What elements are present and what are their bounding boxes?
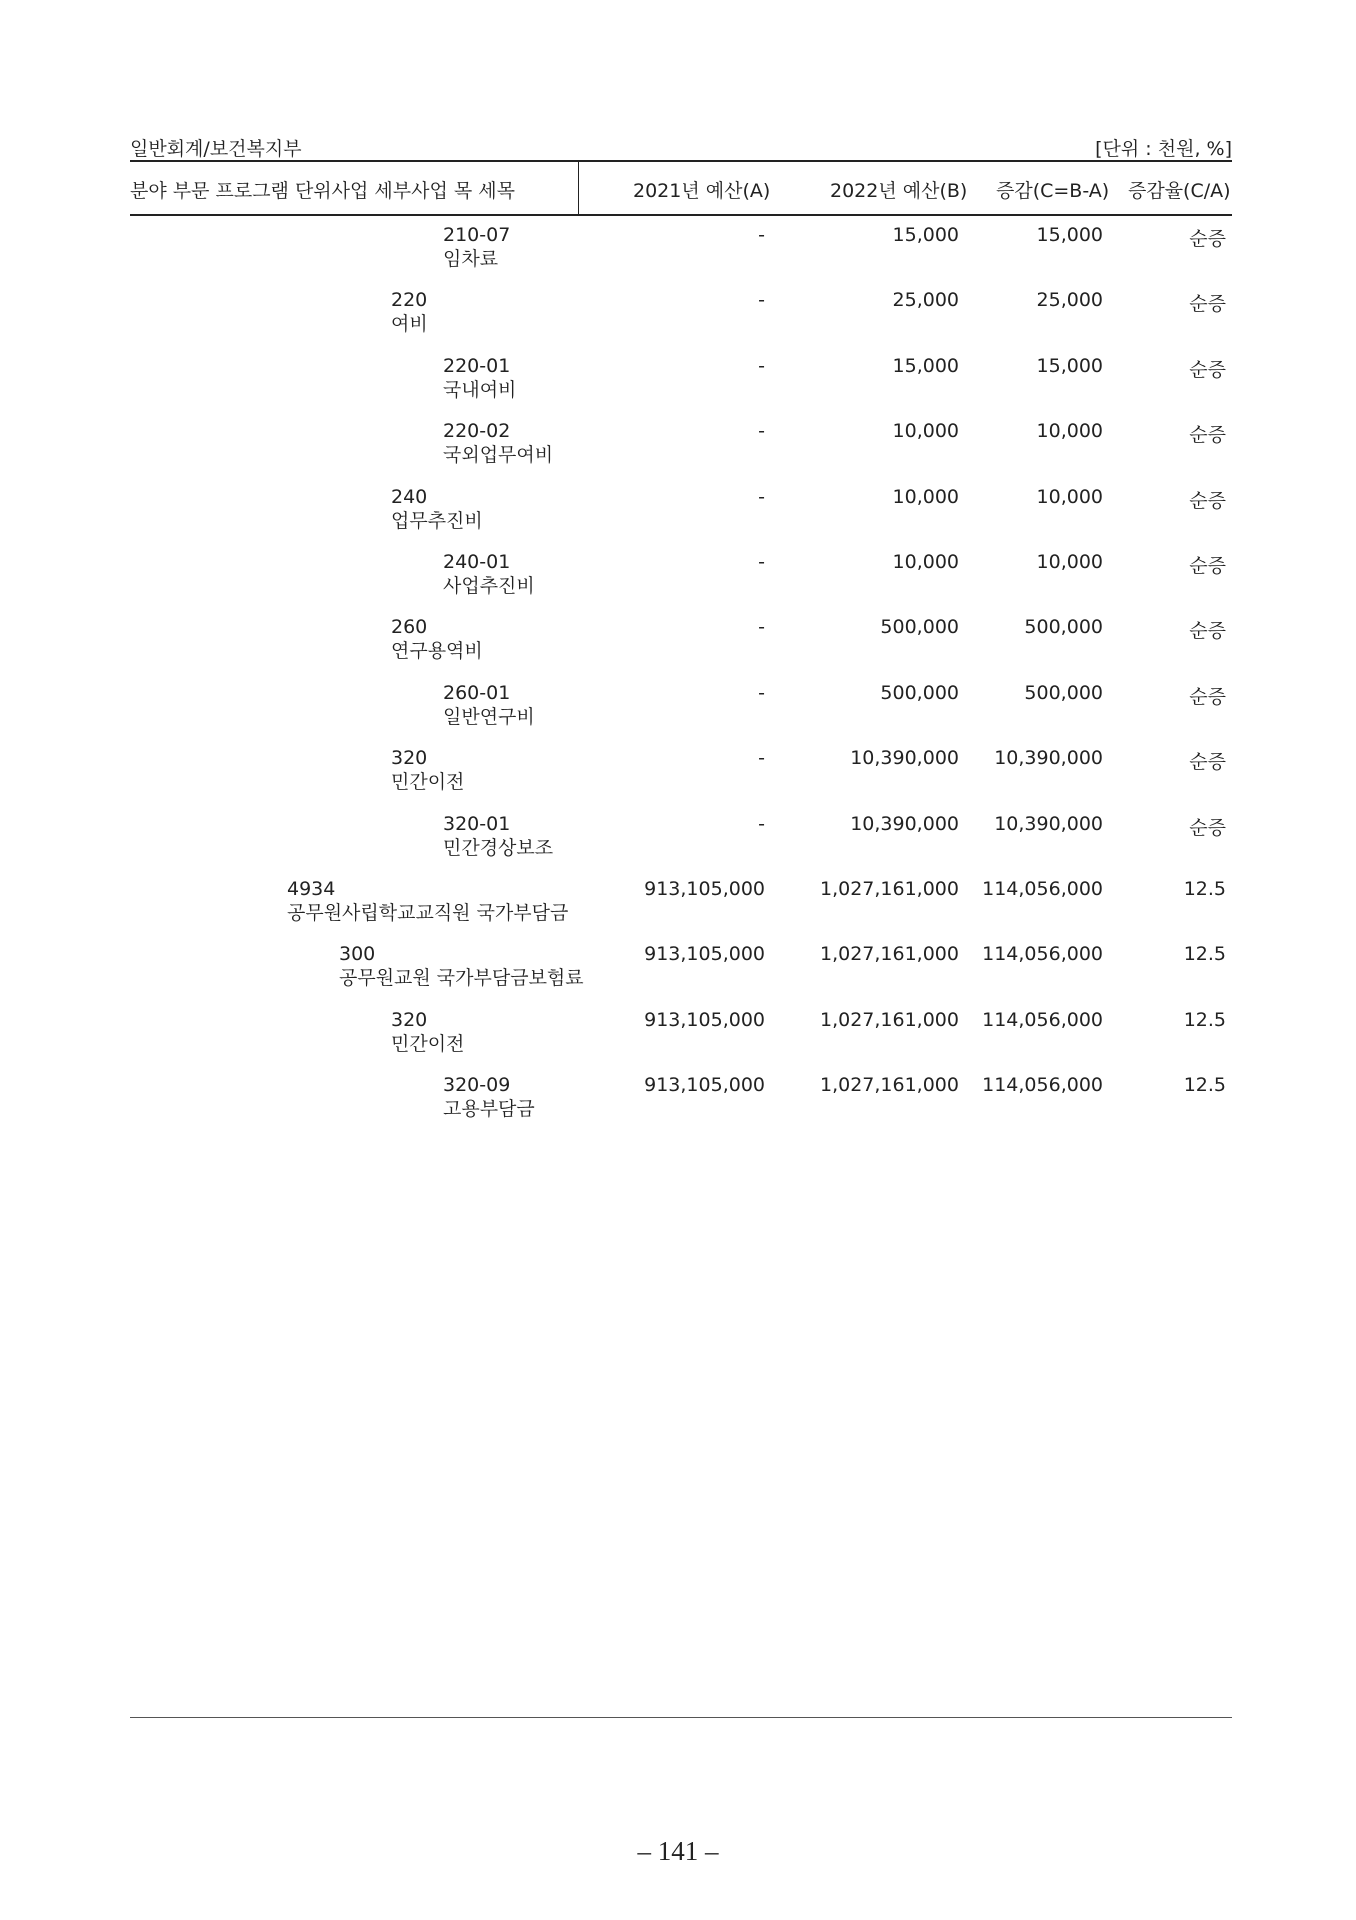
item-name: 임차료 bbox=[443, 248, 499, 270]
budget-2021-value: - bbox=[758, 616, 765, 638]
budget-2021-value: - bbox=[758, 420, 765, 442]
item-code: 240 bbox=[391, 486, 428, 508]
budget-2022-value: 25,000 bbox=[892, 289, 959, 311]
item-name: 공무원사립학교교직원 국가부담금 bbox=[287, 902, 569, 924]
item-code: 220 bbox=[391, 289, 428, 311]
budget-2021-value: 913,105,000 bbox=[644, 1074, 765, 1096]
column-header-change: 증감(C=B-A) bbox=[996, 180, 1110, 202]
change-rate-value: 12.5 bbox=[1183, 1074, 1226, 1096]
change-rate-value: 순증 bbox=[1189, 751, 1226, 773]
item-name: 연구용역비 bbox=[391, 640, 483, 662]
change-value: 114,056,000 bbox=[982, 1074, 1103, 1096]
item-code: 210-07 bbox=[443, 224, 511, 246]
account-title: 일반회계/보건복지부 bbox=[130, 138, 302, 160]
item-code: 320 bbox=[391, 1009, 428, 1031]
budget-2021-value: - bbox=[758, 813, 765, 835]
column-header-hierarchy: 분야 부문 프로그램 단위사업 세부사업 목 세목 bbox=[130, 180, 515, 202]
item-code: 220-02 bbox=[443, 420, 511, 442]
budget-2021-value: - bbox=[758, 486, 765, 508]
item-code: 260-01 bbox=[443, 682, 511, 704]
column-header-budget-2021: 2021년 예산(A) bbox=[633, 180, 771, 202]
change-rate-value: 순증 bbox=[1189, 555, 1226, 577]
column-header-budget-2022: 2022년 예산(B) bbox=[830, 180, 968, 202]
footer-rule bbox=[130, 1717, 1232, 1718]
item-name: 민간경상보조 bbox=[443, 837, 554, 859]
change-value: 114,056,000 bbox=[982, 878, 1103, 900]
table-header-rule bbox=[130, 214, 1232, 216]
change-rate-value: 순증 bbox=[1189, 620, 1226, 642]
budget-2021-value: 913,105,000 bbox=[644, 943, 765, 965]
budget-2022-value: 10,000 bbox=[892, 551, 959, 573]
item-name: 업무추진비 bbox=[391, 510, 483, 532]
page-number: – 141 – bbox=[637, 1836, 719, 1866]
column-header-change-rate: 증감율(C/A) bbox=[1128, 180, 1231, 202]
change-rate-value: 순증 bbox=[1189, 293, 1226, 315]
budget-2021-value: - bbox=[758, 289, 765, 311]
table-row bbox=[0, 355, 1356, 417]
change-value: 15,000 bbox=[1036, 224, 1103, 246]
budget-2022-value: 15,000 bbox=[892, 224, 959, 246]
change-rate-value: 12.5 bbox=[1183, 1009, 1226, 1031]
change-value: 10,000 bbox=[1036, 420, 1103, 442]
item-code: 4934 bbox=[287, 878, 336, 900]
item-name: 고용부담금 bbox=[443, 1098, 535, 1120]
table-row bbox=[0, 1074, 1356, 1136]
table-row bbox=[0, 682, 1356, 744]
budget-2022-value: 1,027,161,000 bbox=[819, 878, 959, 900]
table-row bbox=[0, 616, 1356, 678]
budget-2022-value: 1,027,161,000 bbox=[819, 1074, 959, 1096]
item-name: 공무원교원 국가부담금보험료 bbox=[339, 967, 584, 989]
item-name: 국내여비 bbox=[443, 379, 517, 401]
change-rate-value: 순증 bbox=[1189, 359, 1226, 381]
item-code: 240-01 bbox=[443, 551, 511, 573]
table-row bbox=[0, 1009, 1356, 1071]
budget-2021-value: - bbox=[758, 224, 765, 246]
item-code: 320-01 bbox=[443, 813, 511, 835]
item-code: 260 bbox=[391, 616, 428, 638]
budget-2022-value: 1,027,161,000 bbox=[819, 943, 959, 965]
change-value: 114,056,000 bbox=[982, 943, 1103, 965]
change-value: 500,000 bbox=[1024, 616, 1103, 638]
item-code: 320-09 bbox=[443, 1074, 511, 1096]
budget-2022-value: 10,000 bbox=[892, 420, 959, 442]
item-code: 220-01 bbox=[443, 355, 511, 377]
budget-2022-value: 500,000 bbox=[880, 682, 959, 704]
change-value: 10,000 bbox=[1036, 551, 1103, 573]
budget-2022-value: 10,000 bbox=[892, 486, 959, 508]
table-row bbox=[0, 943, 1356, 1005]
budget-2021-value: - bbox=[758, 355, 765, 377]
table-row bbox=[0, 551, 1356, 613]
budget-2022-value: 1,027,161,000 bbox=[819, 1009, 959, 1031]
item-name: 여비 bbox=[391, 313, 428, 335]
change-rate-value: 순증 bbox=[1189, 817, 1226, 839]
item-code: 320 bbox=[391, 747, 428, 769]
table-row bbox=[0, 289, 1356, 351]
change-rate-value: 12.5 bbox=[1183, 878, 1226, 900]
change-rate-value: 순증 bbox=[1189, 424, 1226, 446]
change-rate-value: 순증 bbox=[1189, 228, 1226, 250]
change-value: 10,000 bbox=[1036, 486, 1103, 508]
item-name: 사업추진비 bbox=[443, 575, 535, 597]
item-name: 국외업무여비 bbox=[443, 444, 554, 466]
budget-2022-value: 10,390,000 bbox=[850, 813, 959, 835]
change-rate-value: 순증 bbox=[1189, 686, 1226, 708]
change-value: 114,056,000 bbox=[982, 1009, 1103, 1031]
table-row bbox=[0, 224, 1356, 286]
item-name: 민간이전 bbox=[391, 771, 465, 793]
change-value: 25,000 bbox=[1036, 289, 1103, 311]
unit-label: [단위 : 천원, %] bbox=[1095, 138, 1232, 160]
page-header bbox=[130, 130, 1232, 160]
budget-2021-value: - bbox=[758, 682, 765, 704]
change-value: 10,390,000 bbox=[994, 813, 1103, 835]
budget-2021-value: 913,105,000 bbox=[644, 1009, 765, 1031]
header-divider bbox=[578, 162, 579, 214]
item-code: 300 bbox=[339, 943, 376, 965]
change-rate-value: 12.5 bbox=[1183, 943, 1226, 965]
table-row bbox=[0, 747, 1356, 809]
budget-2022-value: 15,000 bbox=[892, 355, 959, 377]
budget-2021-value: - bbox=[758, 551, 765, 573]
table-row bbox=[0, 486, 1356, 548]
table-row bbox=[0, 420, 1356, 482]
change-value: 500,000 bbox=[1024, 682, 1103, 704]
table-row bbox=[0, 813, 1356, 875]
table-header bbox=[130, 162, 1232, 214]
table-row bbox=[0, 878, 1356, 940]
budget-2022-value: 10,390,000 bbox=[850, 747, 959, 769]
budget-2022-value: 500,000 bbox=[880, 616, 959, 638]
change-rate-value: 순증 bbox=[1189, 490, 1226, 512]
item-name: 일반연구비 bbox=[443, 706, 535, 728]
change-value: 10,390,000 bbox=[994, 747, 1103, 769]
budget-2021-value: - bbox=[758, 747, 765, 769]
item-name: 민간이전 bbox=[391, 1033, 465, 1055]
change-value: 15,000 bbox=[1036, 355, 1103, 377]
budget-2021-value: 913,105,000 bbox=[644, 878, 765, 900]
